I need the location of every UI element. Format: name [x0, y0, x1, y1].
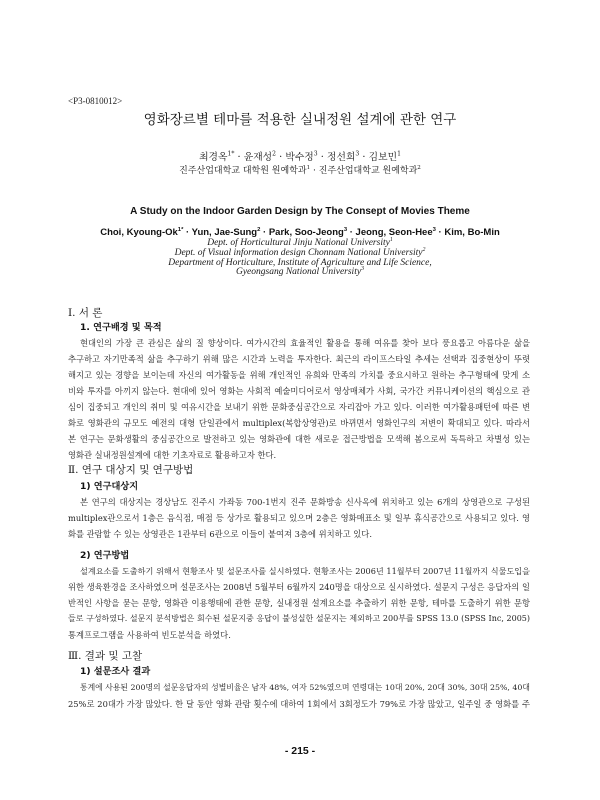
author-name: Choi, Kyoung-Ok — [100, 227, 178, 238]
paragraph-line: 반적인 사항을 묻는 문항, 영화관 이용행태에 관한 문항, 실내정원 설계요소를 추출하기 위한 문항, 테마를 도출하기 위한 문항 — [68, 598, 530, 608]
page-number: - 215 - — [284, 745, 316, 757]
affiliation-superscript: 2 — [422, 246, 426, 253]
paper-title-ko: 영화장르별 테마를 적용한 실내정원 설계에 관한 연구 — [143, 112, 457, 128]
author-superscript: 3 — [355, 150, 360, 158]
paragraph-line: 위한 생육환경을 조사하였으며 설문조사는 2008년 5월부터 6월까지 240명을 대상으로 실시하였다. 설문지 구성은 응답자의 일 — [68, 582, 530, 592]
author-superscript: 2 — [257, 226, 261, 233]
paragraph — [68, 494, 530, 542]
affiliation-text: Gyeongsang National University — [235, 267, 362, 278]
author-separator: · — [279, 152, 283, 163]
affiliation-text: 진주산업대학교 원예학과 — [318, 166, 418, 176]
paragraph-line: 본 연구는 문화생활의 중심공간으로 발전하고 있는 영화관에 대한 새로운 접근방법을 모색해 봄으로써 독특하고 차별성 있는 — [68, 434, 530, 444]
author-superscript: 1 — [397, 150, 401, 158]
authors-ko — [0, 151, 600, 165]
paragraph — [68, 335, 530, 463]
author-name: Yun, Jae-Sung — [191, 227, 258, 238]
subsection-heading: 1) 설문조사 결과 — [80, 666, 151, 677]
paragraph — [68, 563, 530, 643]
affiliation-superscript: 1 — [389, 236, 393, 243]
author-superscript: 3 — [432, 226, 436, 233]
paragraph-line: 25%로 20대가 가장 많았다. 한 달 동안 영화 관람 횟수에 대하여 1회에서 3회정도가 79%로 가장 많았고, 일주일 중 영화를 주 — [68, 699, 530, 709]
section-heading: Ⅰ. 서 론 — [68, 307, 103, 319]
paragraph-line: 본 연구의 대상지는 경상남도 진주시 가좌동 700-1번지 진주 문화방송 신사옥에 위치하고 있는 6개의 상영관으로 구성된 — [80, 497, 530, 507]
paragraph-line: 추구하고 자기만족적 삶을 추구하기 위해 많은 시간과 노력을 투자한다. 최근의 라이프스타일 추세는 선택과 집중현상이 뚜렷 — [68, 354, 530, 364]
paragraph-line: multiplex관으로서 1층은 음식점, 매점 등 상가로 활용되고 있으며 2층은 영화매표소 및 일부 휴식공간으로 사용되고 있다. 영 — [68, 513, 530, 523]
author-separator: · — [320, 152, 324, 163]
author-superscript: 1* — [227, 150, 235, 158]
paragraph-line: 화를 관람할 수 있는 상영관은 1관부터 6관으로 이들이 붙여져 3층에 위치하고 있다. — [68, 529, 372, 539]
author-separator: · — [349, 227, 353, 238]
affiliation-text: Dept. of Horticultural Jinju National University — [207, 238, 390, 248]
author-superscript: 3 — [313, 150, 318, 158]
paragraph-line: 심이 집중되고 개인의 취미 및 여유시간을 보내기 위한 문화중심공간으로 자리잡아 가고 있다. 이러한 여가활용패턴에 따른 변 — [68, 402, 530, 412]
author-name: 박수정 — [285, 152, 314, 163]
paragraph-line: 화로 영화관의 규모도 예전의 대형 단일관에서 multiplex(복합상영관)로 바뀌면서 영화인구의 저변이 확대되고 있다. 따라서 — [68, 418, 530, 428]
affiliation-line — [0, 268, 600, 278]
author-name: Kim, Bo-Min — [444, 227, 500, 238]
author-name: 김보민 — [368, 152, 398, 163]
paragraph-line: 비와 투자를 아끼지 않는다. 현대에 있어 영화는 사회적 예술미디어로서 영상매체가 사회, 국가간 커뮤니케이션의 핵심으로 관 — [68, 386, 530, 396]
affiliation-superscript: 2 — [417, 165, 421, 171]
author-name: 정선희 — [327, 152, 356, 163]
author-superscript: 3 — [343, 226, 348, 233]
paragraph-line: 설계요소를 도출하기 위해서 현황조사 및 설문조사를 실시하였다. 현황조사는 2006년 11월부터 2007년 11월까지 식물도입을 — [80, 566, 530, 576]
author-name: Jeong, Seon-Hee — [355, 227, 433, 238]
author-separator: · — [263, 227, 267, 238]
affiliations-en — [0, 236, 600, 278]
paragraph-line: 들로 구성하였다. 설문지 분석방법은 회수된 설문지중 응답이 불성실한 설문지는 제외하고 200부를 SPSS 13.0 (SPSS Inc, 2005) — [68, 614, 530, 623]
author-separator: · — [438, 227, 442, 238]
paper-code: <P3-0810012> — [68, 96, 123, 106]
affiliation-text: Department of Horticulture, Institute of Agriculture and Life Science, — [168, 257, 432, 268]
subsection-heading: 2) 연구방법 — [80, 550, 130, 561]
author-separator: · — [237, 152, 241, 163]
affiliations-ko — [0, 165, 600, 177]
paragraph-line: 통계에 사용된 200명의 설문응답자의 성별비율은 남자 48%, 여자 52%였으며 연령대는 10대 20%, 20대 30%, 30대 25%, 40대 — [80, 683, 530, 692]
author-name: Park, Soo-Jeong — [268, 227, 344, 238]
subsection-heading: 1. 연구배경 및 목적 — [80, 322, 162, 333]
author-name: 최경옥 — [199, 152, 228, 163]
subsection-heading: 1) 연구대상지 — [80, 481, 139, 492]
paragraph-line: 해지고 있는 경향을 보이는데 자신의 여가활동을 위해 개인적인 유희와 만족의 가치를 중요시하고 원하는 추구형태에 맞게 소 — [68, 370, 530, 380]
affiliation-text: Dept. of Visual information design Chonnam National University — [174, 247, 423, 258]
affiliation-superscript: 1 — [306, 165, 311, 171]
paragraph-line: 영화관 실내정원설계에 대한 기초자료로 활용하고자 한다. — [68, 450, 277, 460]
section-heading: Ⅲ. 결과 및 고찰 — [68, 650, 143, 662]
author-separator: · — [362, 152, 366, 163]
paragraph-line: 현대인의 가장 큰 관심은 삶의 질 향상이다. 여가시간의 효율적인 활용을 통해 여유를 찾아 보다 풍요롭고 아름다운 삶을 — [80, 338, 530, 348]
author-superscript: 1* — [177, 226, 184, 233]
paragraph-line: 통계프로그램을 사용하여 빈도분석을 하였다. — [68, 630, 231, 640]
author-separator: · — [186, 227, 190, 238]
affiliation-text: 진주산업대학교 대학원 원예학과 — [179, 166, 307, 176]
affiliation-separator: · — [313, 166, 316, 176]
author-superscript: 2 — [272, 150, 276, 158]
affiliation-superscript: 3 — [361, 266, 364, 273]
section-heading: Ⅱ. 연구 대상지 및 연구방법 — [68, 464, 194, 476]
author-name: 윤재성 — [243, 152, 273, 163]
paper-title-en: A Study on the Indoor Garden Design by The Consept of Movies Theme — [130, 206, 470, 217]
paragraph — [68, 680, 530, 712]
